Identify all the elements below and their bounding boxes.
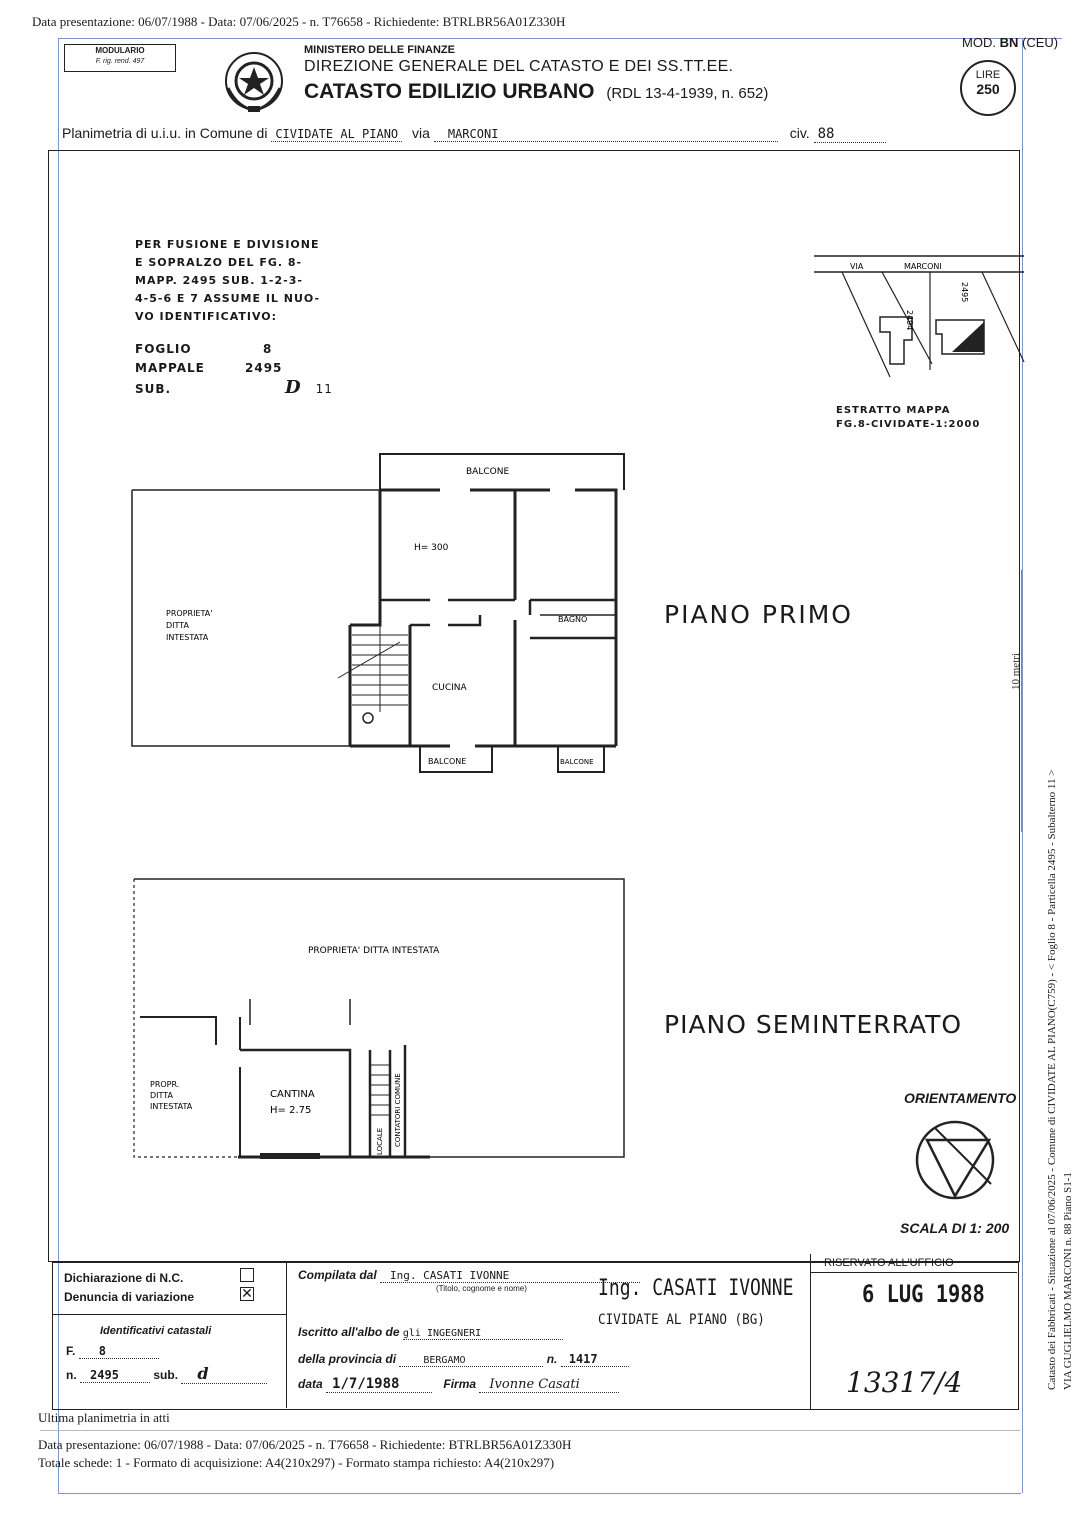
data-value: 1/7/1988: [326, 1376, 432, 1393]
cantina-label: CANTINA: [270, 1089, 315, 1100]
mod-code: [962, 35, 1058, 50]
denuncia-checkbox[interactable]: ✕: [241, 1285, 253, 1301]
provincia-value: BERGAMO: [399, 1355, 543, 1367]
mappale-value: 2495: [245, 361, 283, 375]
dichiarazione-label: Dichiarazione di N.C.: [64, 1271, 184, 1285]
contatori-label: CONTATORI COMUNE: [394, 1073, 402, 1147]
republic-emblem-icon: [218, 48, 290, 114]
riservato-label: RISERVATO ALL'UFFICIO: [824, 1257, 954, 1269]
stamp-name: Ing. CASATI IVONNE: [598, 1276, 794, 1301]
estratto-street: MARCONI: [904, 262, 942, 271]
estratto-label: [836, 404, 980, 432]
law-reference: (RDL 13-4-1939, n. 652): [606, 85, 769, 102]
note-line: E SOPRALZO DEL FG. 8-: [135, 256, 303, 269]
footer-divider-1: [286, 1262, 287, 1408]
provincia-label: della provincia di: [298, 1352, 397, 1366]
iscritto-row: [298, 1325, 563, 1340]
f-label: F.: [66, 1344, 76, 1358]
piano-seminterrato-title: PIANO SEMINTERRATO: [664, 1010, 963, 1039]
titolo-hint: (Titolo, cognome e nome): [436, 1284, 527, 1293]
proprieta-label-2: DITTA: [166, 621, 190, 630]
proprieta-semi-label: PROPRIETA' DITTA INTESTATA: [308, 946, 440, 956]
mod-code-value: BN: [999, 35, 1019, 50]
identificativo-block: [135, 340, 333, 399]
proprieta-label-3: INTESTATA: [166, 633, 209, 642]
estratto-label-1: ESTRATTO MAPPA: [836, 405, 951, 416]
scala-text: SCALA DI 1:: [900, 1220, 982, 1236]
lire-stamp: [960, 60, 1016, 116]
proprieta-label-1: PROPRIETA': [166, 609, 213, 618]
provincia-row: [298, 1352, 629, 1367]
footer-divider-2: [810, 1254, 811, 1410]
ministry-line1: MINISTERO DELLE FINANZE: [304, 44, 455, 56]
scala-value: 200: [985, 1220, 1010, 1236]
planimetria-line: [62, 125, 1034, 143]
sub-label: SUB.: [135, 382, 172, 396]
note-line: MAPP. 2495 SUB. 1-2-3-: [135, 274, 303, 287]
bagno-label: BAGNO: [558, 615, 588, 624]
iscritto-value: gli INGEGNERI: [403, 1328, 563, 1340]
modulario-sub: F. rig. rend. 497: [95, 58, 145, 65]
civ-value: 88: [814, 126, 886, 143]
balcone-top-label: BALCONE: [466, 467, 510, 477]
via-value: MARCONI: [434, 127, 778, 142]
side-text: Catasto dei Fabbricati - Situazione al 07/06/2025 - Comune di CIVIDATE AL PIANO(C759) - < Foglio 8 - Particella 2495 - Subalterno 11 >: [1046, 769, 1058, 1390]
height-label: H= 300: [414, 543, 449, 553]
compilata-label: Compilata dal: [298, 1268, 377, 1282]
riservato-rule: [810, 1272, 1017, 1273]
header-line: Data presentazione: 06/07/1988 - Data: 07/06/2025 - n. T76658 - Richiedente: BTRLBR56A01Z330H: [32, 14, 566, 29]
firma-value: Ivonne Casati: [479, 1377, 619, 1393]
via-label: via: [412, 125, 430, 141]
balcone-bottom-label-2: BALCONE: [560, 758, 594, 766]
catasto-title-text: CATASTO EDILIZIO URBANO: [304, 80, 595, 103]
scale-bar: [1021, 570, 1022, 832]
bottom-line-1: Data presentazione: 06/07/1988 - Data: 07/06/2025 - n. T76658 - Richiedente: BTRLBR56A01Z330H: [38, 1437, 572, 1452]
sub-value: D: [285, 377, 302, 398]
modulario-title: MODULARIO: [95, 46, 145, 55]
sub-footer-value: d: [181, 1364, 267, 1384]
f-value: 8: [79, 1344, 159, 1359]
compilata-value: Ing. CASATI IVONNE: [380, 1269, 640, 1283]
side-text-2: VIA GUGLIELMO MARCONI n. 88 Piano S1-1: [1062, 1172, 1074, 1390]
scale-bar-label: 10 metri: [1010, 653, 1022, 690]
frame-top-rule: [58, 38, 1062, 39]
mod-suffix: (CEU): [1021, 35, 1059, 50]
locale-label: LOCALE: [376, 1127, 384, 1155]
comune-value: CIVIDATE AL PIANO: [271, 127, 402, 142]
scala-label: [900, 1220, 1009, 1236]
protocol-number: 13317/4: [846, 1366, 963, 1399]
civ-label: civ.: [789, 125, 810, 141]
north-arrow-icon: [905, 1112, 1005, 1202]
orientamento-label: ORIENTAMENTO: [904, 1090, 1017, 1106]
parcel-2494: 2494: [905, 310, 914, 331]
iscritto-label: Iscritto all'albo de: [298, 1325, 400, 1339]
f-row: [66, 1344, 159, 1359]
note-block: [135, 236, 320, 326]
footer-left-rule: [52, 1314, 286, 1315]
prop-small-3: INTESTATA: [150, 1102, 193, 1111]
estratto-via: VIA: [850, 262, 864, 271]
estratto-mappa: [812, 252, 1027, 392]
frame-bottom-rule: [58, 1493, 1021, 1494]
dichiarazione-checkbox[interactable]: [240, 1268, 254, 1282]
balcone-bottom-label-1: BALCONE: [428, 757, 467, 766]
sub-footer-label: sub.: [153, 1368, 179, 1382]
modulario-box: [64, 44, 176, 72]
cucina-label: CUCINA: [432, 683, 467, 693]
sub-extra: 11: [315, 382, 333, 396]
n-value: 2495: [80, 1368, 150, 1383]
estratto-label-2: FG.8-CIVIDATE-1:2000: [836, 419, 981, 430]
prop-small-1: PROPR.: [150, 1080, 180, 1089]
stamp-city: CIVIDATE AL PIANO (BG): [598, 1312, 765, 1328]
n-label: n.: [66, 1368, 77, 1382]
denuncia-label: Denuncia di variazione: [64, 1290, 195, 1304]
catasto-title: [304, 80, 768, 104]
mod-label: MOD.: [962, 35, 996, 50]
lire-value: 250: [976, 81, 1000, 97]
bottom-line-2: Totale schede: 1 - Formato di acquisizione: A4(210x297) - Formato stampa richiesto: A4(210x297): [38, 1455, 555, 1470]
n-albo-value: 1417: [561, 1352, 629, 1367]
foglio-label: FOGLIO: [135, 342, 192, 356]
bottom-rule: [40, 1430, 1020, 1431]
firma-label: Firma: [443, 1377, 477, 1391]
note-line: PER FUSIONE E DIVISIONE: [135, 238, 320, 251]
identificativi-label: Identificativi catastali: [100, 1325, 212, 1337]
ministry-line2: DIREZIONE GENERALE DEL CATASTO E DEI SS.TT.EE.: [304, 58, 734, 75]
prop-small-2: DITTA: [150, 1091, 174, 1100]
planimetria-label: Planimetria di u.i.u. in Comune di: [62, 125, 268, 141]
data-row: [298, 1376, 619, 1393]
floor-plan-seminterrato: [130, 875, 630, 1165]
n-albo-label: n.: [546, 1352, 558, 1366]
floor-plan-primo: [130, 450, 630, 780]
note-line: VO IDENTIFICATIVO:: [135, 310, 278, 323]
foglio-value: 8: [263, 342, 273, 356]
piano-primo-title: PIANO PRIMO: [664, 600, 853, 629]
note-line: 4-5-6 E 7 ASSUME IL NUO-: [135, 292, 321, 305]
stamp-date: 6 LUG 1988: [862, 1280, 985, 1308]
n-row: [66, 1364, 267, 1384]
parcel-2495: 2495: [960, 282, 969, 303]
ultima-planimetria: Ultima planimetria in atti: [38, 1410, 170, 1425]
compilata-row: [298, 1268, 640, 1283]
data-label: data: [298, 1377, 323, 1391]
cantina-height: H= 2.75: [270, 1105, 312, 1116]
mappale-label: MAPPALE: [135, 361, 205, 375]
lire-label: LIRE: [975, 69, 1001, 81]
